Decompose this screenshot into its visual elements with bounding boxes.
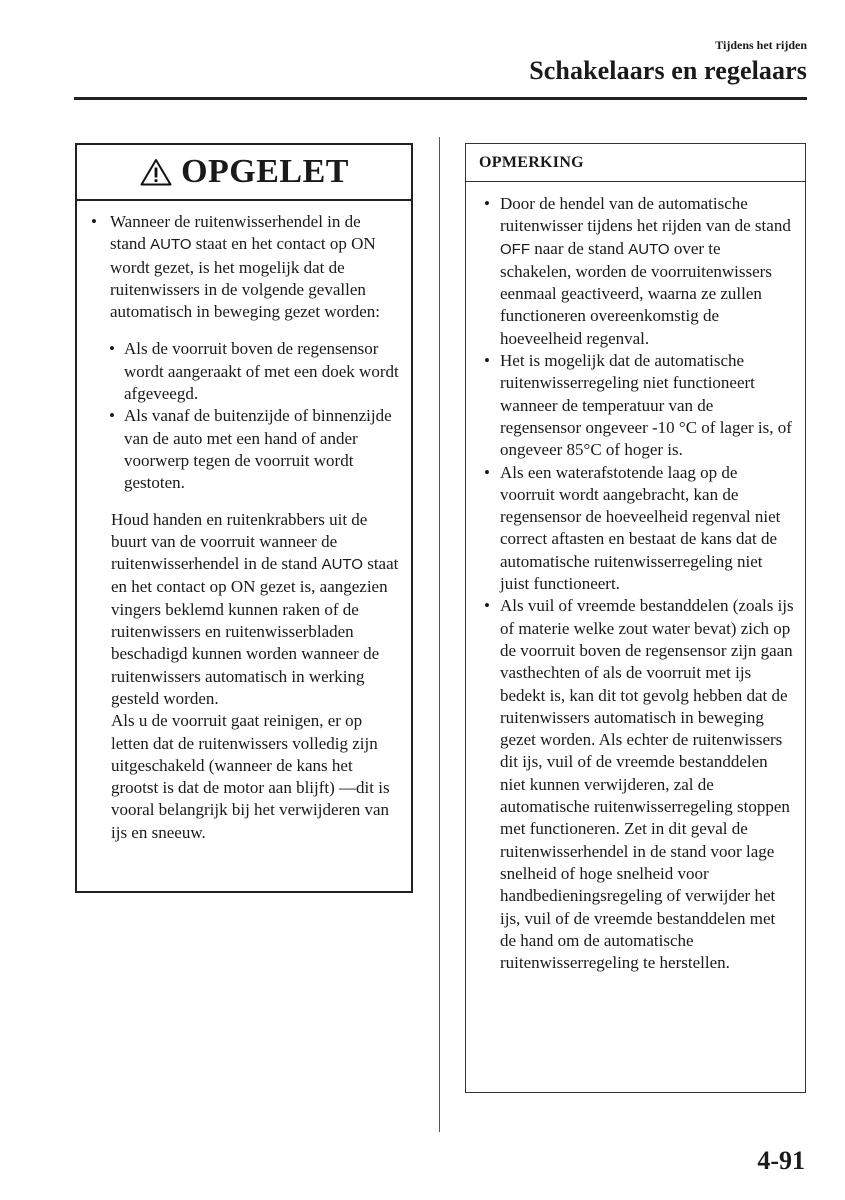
- bullet: •: [109, 406, 115, 426]
- bullet: •: [484, 194, 490, 213]
- caution-title: OPGELET: [181, 153, 349, 190]
- caution-sub-item: • Als vanaf de buitenzijde of binnenzijde van de auto met een hand of ander voorwerp tegen de voorruit wordt gestoten.: [105, 405, 399, 494]
- warning-triangle-icon: [139, 157, 173, 187]
- note-body: [466, 182, 805, 974]
- page-title: Schakelaars en regelaars: [529, 56, 807, 85]
- note-title: OPMERKING: [466, 144, 805, 182]
- note-item: • Als een waterafstotende laag op de voorruit wordt aangebracht, kan de regensensor de hoeveelheid regenval niet correct aftasten en bestaat de kans dat de automatische ruitenwisserregeling niet juist functioneert.: [478, 462, 795, 596]
- note-item: • Door de hendel van de automatische ruitenwisser tijdens het rijden van de stand OFF naar de stand AUTO over te schakelen, worden de voorruitenwissers eenmaal geactiveerd, waarna ze zullen functioneren overeenkomstig de hoeveelheid regenval.: [478, 193, 795, 350]
- note-item: • Het is mogelijk dat de automatische ruitenwisserregeling niet functioneert wanneer de temperatuur van de regensensor ongeveer -10 °C of lager is, of ongeveer 85°C of hoger is.: [478, 350, 795, 461]
- bullet: •: [91, 212, 97, 231]
- caution-sub-list: [105, 338, 399, 494]
- mode-label-auto: AUTO: [150, 236, 192, 254]
- caution-item: • Wanneer de ruitenwisserhendel in de stand AUTO staat en het contact op ON wordt gezet, is het mogelijk dat de ruitenwissers in de volgende gevallen automatisch in beweging gezet worden:: [89, 211, 399, 323]
- caution-header: [77, 145, 411, 201]
- section-label: Tijdens het rijden: [715, 38, 807, 52]
- caution-box: [75, 143, 413, 893]
- bullet: •: [484, 596, 490, 616]
- caution-paragraph: Als u de voorruit gaat reinigen, er op letten dat de ruitenwissers volledig zijn uitgeschakeld (wanneer de kans het grootst is dat de motor aan blijft) —dit is vooral belangrijk bij het verwijderen van ijs en sneeuw.: [111, 711, 390, 842]
- header-rule: [74, 97, 807, 100]
- bullet: •: [109, 339, 115, 359]
- note-item: • Als vuil of vreemde bestanddelen (zoals ijs of materie welke zout water bevat) zich op de voorruit boven de regensensor zijn gaan vasthechten of als de voorruit met ijs bedekt is, kan dit tot gevolg hebben dat de ruitenwissers automatisch in beweging gezet worden. Als echter de ruitenwissers dit ijs, vuil of de vreemde bestanddelen niet kunnen verwijderen, zal de automatische ruitenwisserregeling stoppen met functioneren. Zet in dit geval de ruitenwisserhendel in de stand voor lage snelheid of hoge snelheid voor handbedieningsregeling of verwijder het ijs, vuil of de vreemde bestanddelen met de hand om de automatische ruitenwisserregeling te herstellen.: [478, 595, 795, 974]
- mode-label-off: OFF: [500, 240, 530, 258]
- bullet: •: [484, 351, 490, 371]
- caution-paragraph: Houd handen en ruitenkrabbers uit de buurt van de voorruit wanneer de ruitenwisserhendel in de stand AUTO staat en het contact op ON gezet is, aangezien vingers beklemd kunnen raken of de ruitenwissers en ruitenwisserbladen beschadigd kunnen worden wanneer de ruitenwissers automatisch in werking gesteld worden.: [111, 509, 399, 708]
- mode-label-auto: AUTO: [628, 240, 670, 258]
- note-box: [465, 143, 806, 1093]
- page-number: 4-91: [757, 1146, 805, 1175]
- column-divider: [439, 137, 440, 1132]
- mode-label-auto: AUTO: [321, 556, 363, 574]
- bullet: •: [484, 462, 490, 482]
- caution-body: [77, 201, 411, 844]
- caution-sub-item: • Als de voorruit boven de regensensor wordt aangeraakt of met een doek wordt afgeveegd.: [105, 338, 399, 405]
